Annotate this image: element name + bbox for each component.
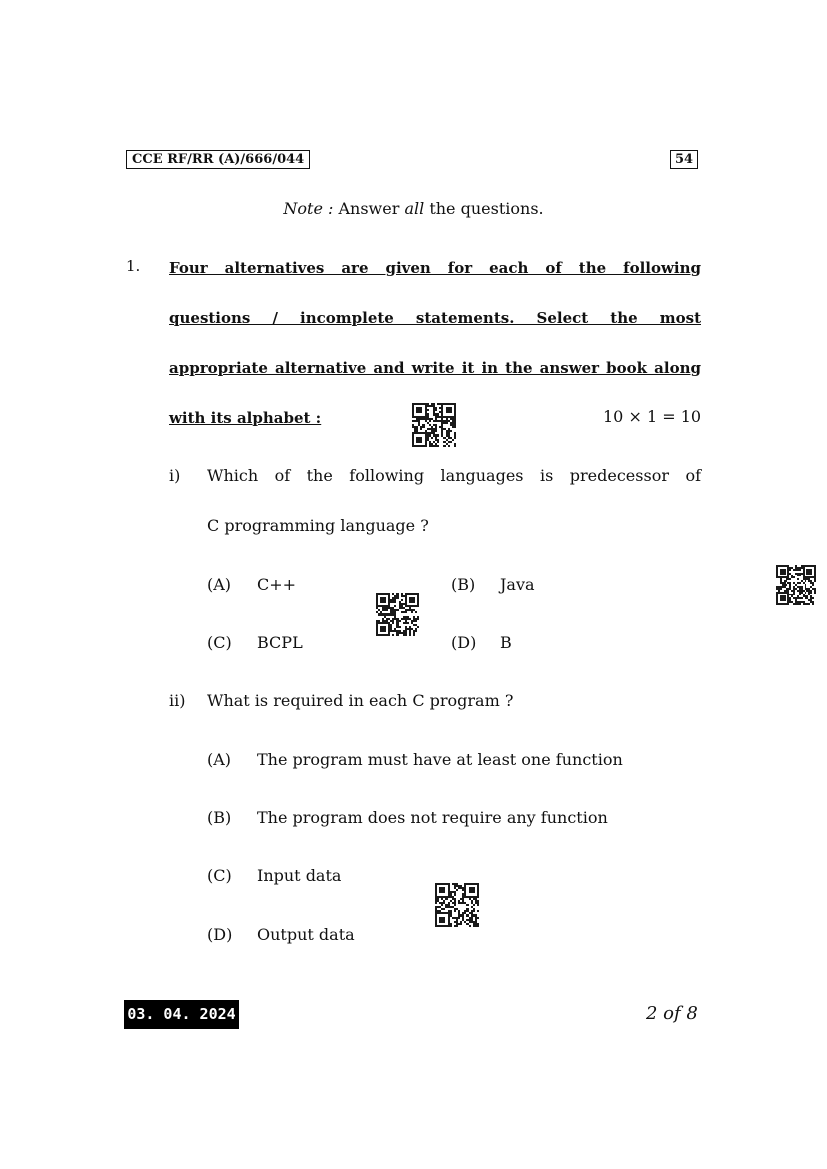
option-letter: (D) <box>451 633 477 652</box>
paper-code-box: CCE RF/RR (A)/666/044 <box>126 150 310 169</box>
qr-code-icon <box>776 565 816 605</box>
option-text: Input data <box>257 866 342 885</box>
instruction-line-3: appropriate alternative and write it in the answer book along <box>169 359 701 377</box>
page-number-box: 54 <box>670 150 698 169</box>
option-letter: (A) <box>207 750 232 769</box>
note-line <box>0 199 827 218</box>
instruction-line-2: questions / incomplete statements. Select the most <box>169 309 701 327</box>
instruction-line-1: Four alternatives are given for each of the following <box>169 259 701 277</box>
note-label: Note : <box>283 199 334 218</box>
question-number: 1. <box>126 257 141 275</box>
option-letter: (C) <box>207 633 232 652</box>
note-text-before: Answer <box>338 199 405 218</box>
option-text: Java <box>500 575 535 594</box>
sub-question-text-line-2: C programming language ? <box>207 516 429 535</box>
option-text: C++ <box>257 575 297 594</box>
marks-allocation: 10 × 1 = 10 <box>603 407 702 426</box>
sub-question-text-line-1: What is required in each C program ? <box>207 691 514 710</box>
qr-code-icon <box>376 593 419 636</box>
exam-date-badge: 03. 04. 2024 <box>124 1000 239 1029</box>
note-emphasis: all <box>404 199 425 218</box>
sub-question-numeral: i) <box>169 466 181 485</box>
note-text-after: the questions. <box>424 199 544 218</box>
qr-code-icon <box>435 883 479 927</box>
option-letter: (C) <box>207 866 232 885</box>
option-text: Output data <box>257 925 355 944</box>
option-text: The program does not require any function <box>257 808 608 827</box>
option-text: The program must have at least one function <box>257 750 623 769</box>
sub-question-numeral: ii) <box>169 691 186 710</box>
sub-question-text-line-1: Which of the following languages is predecessor of <box>207 466 701 485</box>
qr-code-icon <box>412 403 456 447</box>
option-letter: (B) <box>451 575 476 594</box>
page-counter: 2 of 8 <box>646 1003 698 1024</box>
option-letter: (B) <box>207 808 232 827</box>
option-letter: (A) <box>207 575 232 594</box>
option-text: B <box>500 633 512 652</box>
instruction-line-4: with its alphabet : <box>169 409 322 427</box>
option-text: BCPL <box>257 633 303 652</box>
option-letter: (D) <box>207 925 233 944</box>
